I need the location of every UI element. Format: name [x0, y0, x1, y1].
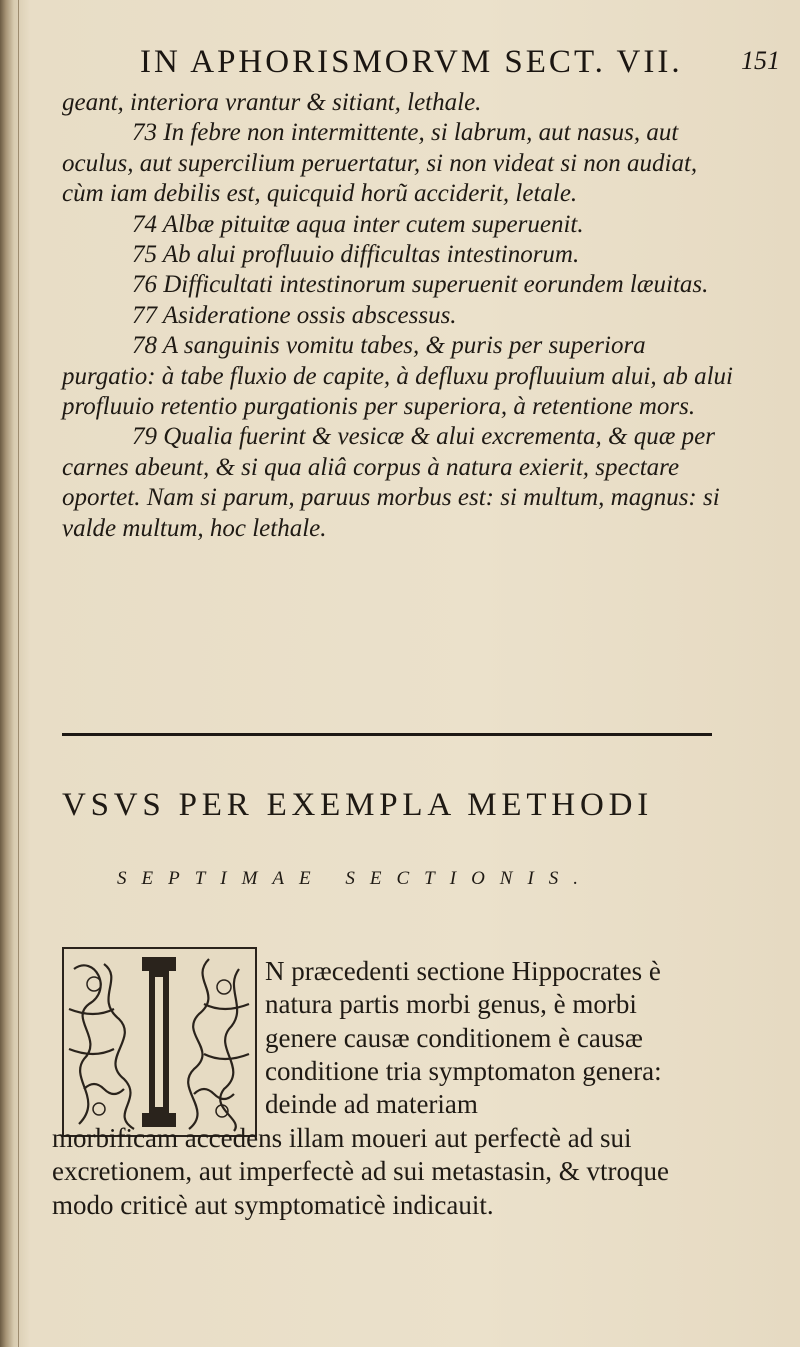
aphorism-75: 75 Ab alui profluuio difficultas intestinorum.: [132, 241, 580, 269]
body-paragraph-continuation: [52, 1122, 712, 1222]
aphorism-77: 77 Asideratione ossis abscessus.: [132, 301, 457, 329]
aphorism-74: 74 Albæ pituitæ aqua inter cutem superuenit.: [132, 210, 584, 238]
aphorism-76: 76 Difficultati intestinorum superuenit eorundem læuitas.: [132, 271, 709, 299]
aphorism-73: 73 In febre non intermittente, si labrum, aut nasus, aut oculus, aut supercilium peruertatur, si non videat si non audiat, cùm iam debilis est, quicquid horũ acciderit, letale.: [62, 119, 698, 208]
gutter-edge: [18, 0, 19, 1347]
running-header: [140, 44, 780, 84]
section-divider: [62, 733, 712, 736]
body-paragraph-lead: [265, 955, 715, 1121]
aphorism-79: 79 Qualia fuerint & vesicæ & alui excrementa, & quæ per carnes abeunt, & si qua aliâ corpus à natura exierit, spectare oportet. Nam si parum, paruus morbus est: si multum, magnus: si valde multum, hoc lethale.: [62, 423, 720, 542]
aphorism-78: 78 A sanguinis vomitu tabes, & puris per superiora purgatio: à tabe fluxio de capite, à defluxu profluuium alui, ab alui profluuio retentio purgationis per superiora, à retentione mors.: [62, 332, 733, 421]
ornamental-initial-icon: [64, 949, 255, 1135]
page-number: 151: [741, 46, 780, 75]
body-rest-text: morbificam accedens illam moueri aut perfectè ad sui excretionem, aut imperfectè ad sui metastasin, & vtroque modo criticè aut symptomaticè indicauit.: [52, 1123, 670, 1220]
running-title: IN APHORISMORVM SECT. VII.: [140, 44, 683, 80]
aphorism-continuation: geant, interiora vrantur & sitiant, lethale.: [62, 89, 482, 116]
aphorism-list: [62, 88, 744, 544]
section-heading: VSVS PER EXEMPLA METHODI: [62, 787, 653, 823]
decorated-initial: [62, 947, 257, 1137]
section-subheading: SEPTIMAE SECTIONIS.: [117, 868, 594, 889]
body-lead-text: N præcedenti sectione Hippocrates è natura partis morbi genus, è morbi genere causæ conditionem è causæ conditione tria symptomaton genera: deinde ad materiam: [265, 956, 662, 1120]
